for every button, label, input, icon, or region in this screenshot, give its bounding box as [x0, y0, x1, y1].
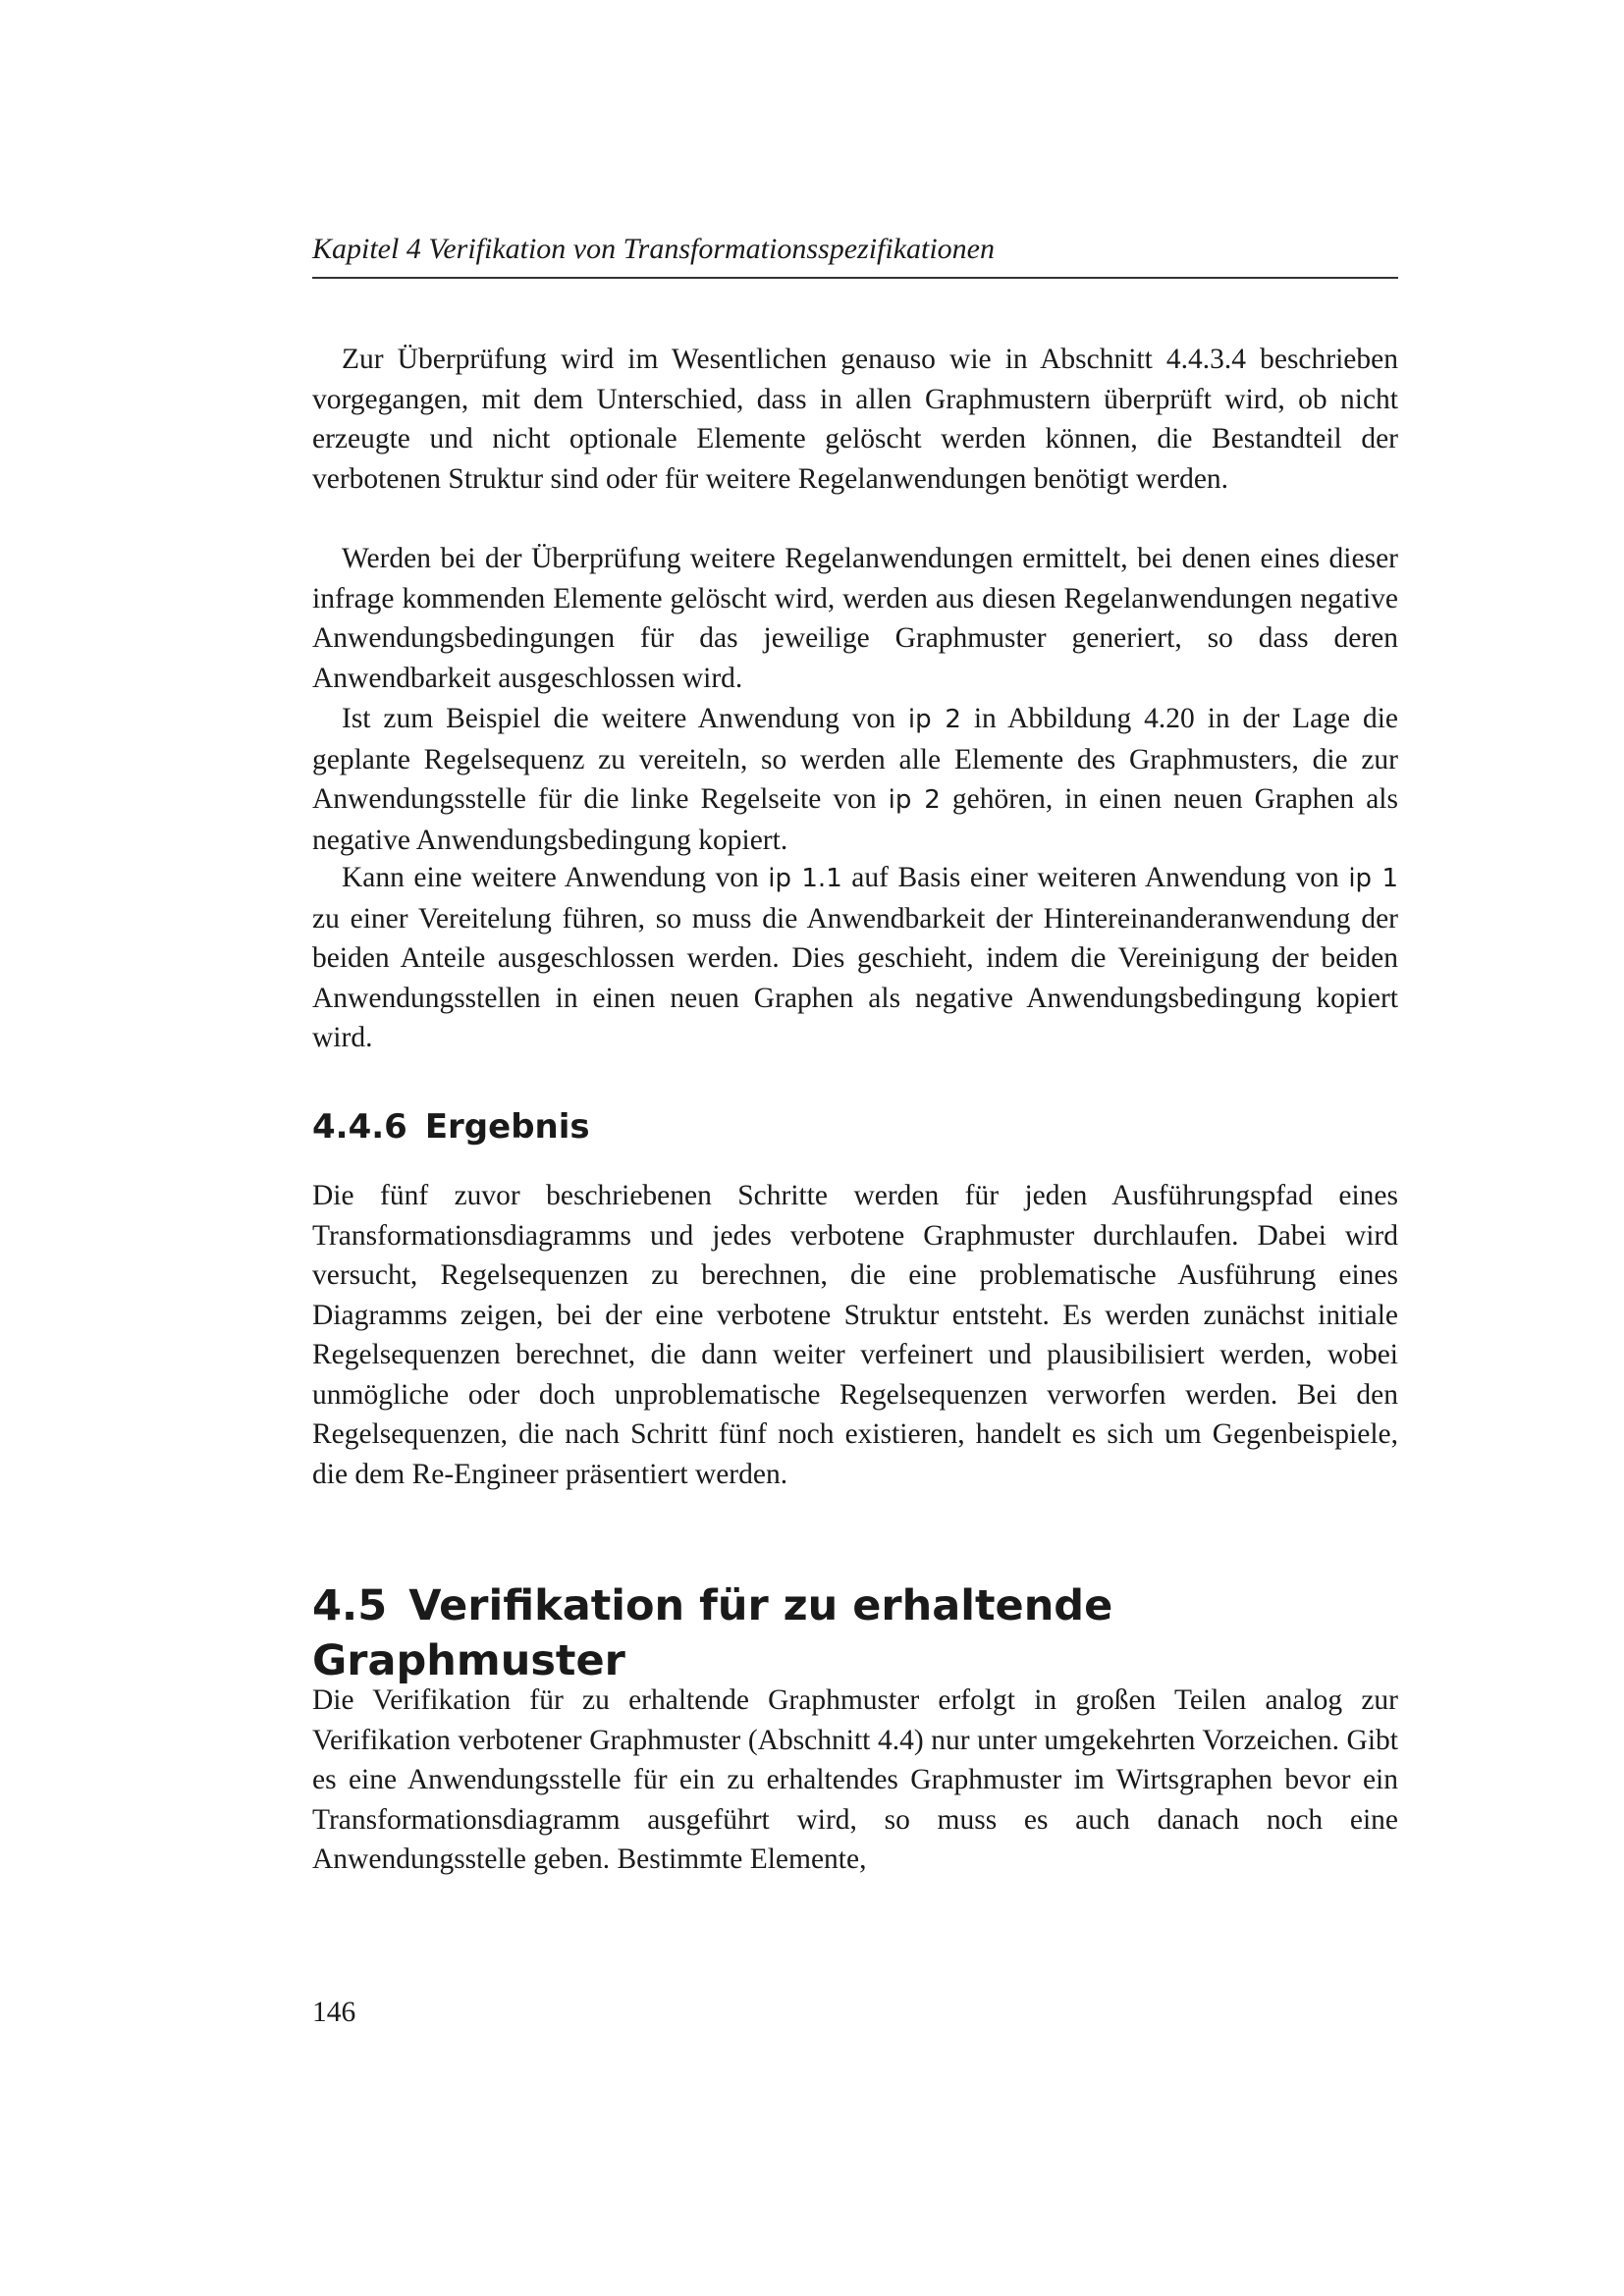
paragraph-3-text-3: gehören, in einen neuen Graphen als negative Anwendungsbedingung kopiert.	[312, 783, 1398, 856]
paragraph-6: Die Verifikation für zu erhaltende Graphmuster erfolgt in großen Teilen analog zur Verifikation verbotener Graphmuster (Abschnitt 4.4) nur unter umgekehrten Vorzeichen. Gibt es eine Anwendungsstelle für ein zu erhaltendes Graphmuster im Wirtsgraphen bevor ein Transformationsdiagramm ausgeführt wird, so muss es auch danach noch eine Anwendungsstelle geben. Bestimmte Elemente,	[312, 1684, 1398, 1875]
paragraph-3-text-2: in Abbildung 4.20 in der Lage die geplante Regelsequenz zu vereiteln, so werden alle Elemente des Graphmusters, die zur Anwendungsstelle für die linke Regelseite von	[312, 703, 1398, 815]
code-ip-2-second: ip 2	[888, 785, 941, 815]
paragraph-4-text-3: zu einer Vereitelung führen, so muss die Anwendbarkeit der Hintereinanderanwendung der beiden Anteile ausgeschlossen werden. Dies geschieht, indem die Vereinigung der beiden Anwendungsstellen in einen neuen Graphen als negative Anwendungsbedingung kopiert wird.	[312, 902, 1398, 1053]
paragraph-4	[312, 858, 1398, 1058]
section-title: Verifikation für zu erhaltende Graphmuster	[312, 1581, 1113, 1685]
paragraph-block-1	[312, 340, 1398, 499]
paragraph-block-4	[312, 858, 1398, 1058]
section-number: 4.5	[312, 1581, 388, 1630]
paragraph-4-text-2: auf Basis einer weiteren Anwendung von	[841, 862, 1349, 893]
paragraph-block-2	[312, 539, 1398, 698]
paragraph-1: Zur Überprüfung wird im Wesentlichen genauso wie in Abschnitt 4.4.3.4 beschrieben vorgegangen, mit dem Unterschied, dass in allen Graphmustern überprüft wird, ob nicht erzeugte und nicht optionale Elemente gelöscht werden können, die Bestandteil der verbotenen Struktur sind oder für weitere Regelanwendungen benötigt werden.	[312, 344, 1398, 495]
paragraph-3	[312, 699, 1398, 860]
paragraph-2: Werden bei der Überprüfung weitere Regelanwendungen ermittelt, bei denen eines dieser infrage kommenden Elemente gelöscht wird, werden aus diesen Regelanwendungen negative Anwendungsbedingungen für das jeweilige Graphmuster generiert, so dass deren Anwendbarkeit ausgeschlossen wird.	[312, 543, 1398, 694]
subsection-heading	[312, 1105, 1398, 1148]
running-header-title: Kapitel 4 Verifikation von Transformationsspezifikationen	[312, 233, 995, 265]
subsection-number: 4.4.6	[312, 1107, 407, 1147]
page-number: 146	[312, 1997, 356, 2028]
running-header	[312, 232, 1398, 279]
paragraph-block-5	[312, 1176, 1398, 1494]
paragraph-5: Die fünf zuvor beschriebenen Schritte werden für jeden Ausführungspfad eines Transformationsdiagramms und jedes verbotene Graphmuster durchlaufen. Dabei wird versucht, Regelsequenzen zu berechnen, die eine problematische Ausführung eines Diagramms zeigen, bei der eine verbotene Struktur entsteht. Es werden zunächst initiale Regelsequenzen berechnet, die dann weiter verfeinert und plausibilisiert werden, wobei unmögliche oder doch unproblematische Regelsequenzen verworfen werden. Bei den Regelsequenzen, die nach Schritt fünf noch existieren, handelt es sich um Gegenbeispiele, die dem Re-Engineer präsentiert werden.	[312, 1180, 1398, 1490]
paragraph-block-6	[312, 1681, 1398, 1880]
paragraph-block-3	[312, 699, 1398, 860]
section-heading	[312, 1578, 1398, 1688]
code-ip-1-1: ip 1.1	[768, 864, 842, 893]
code-ip-2-first: ip 2	[907, 705, 961, 734]
subsection-title: Ergebnis	[424, 1107, 590, 1147]
code-ip-1: ip 1	[1348, 864, 1398, 893]
paragraph-3-text-1: Ist zum Beispiel die weitere Anwendung von	[342, 703, 908, 734]
paragraph-4-text-1: Kann eine weitere Anwendung von	[342, 862, 769, 893]
